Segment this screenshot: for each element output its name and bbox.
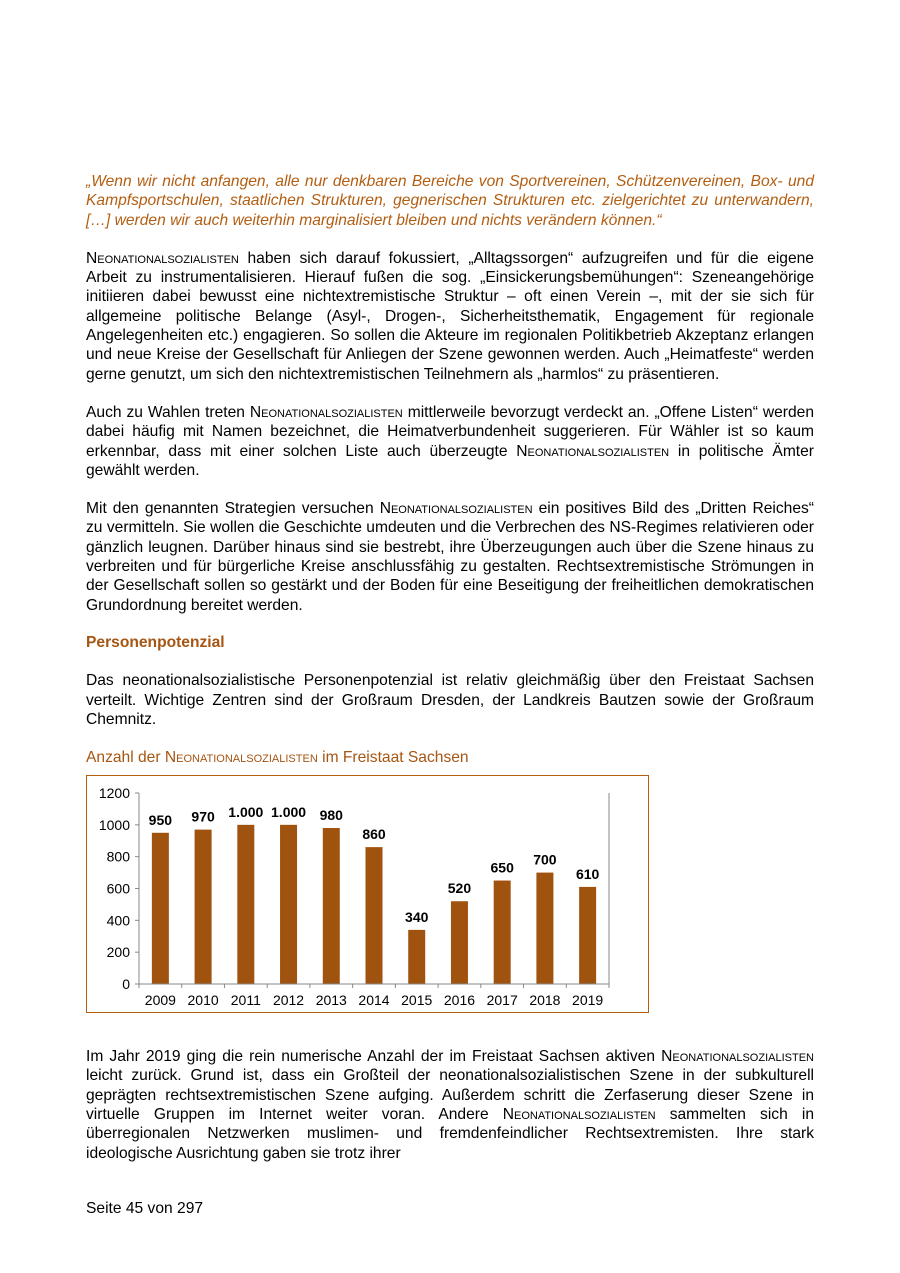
x-tick-label: 2019 [572, 992, 604, 1009]
paragraph-strategien [86, 499, 814, 615]
term-small-caps: Neonationalsozialisten [164, 749, 318, 767]
bar [152, 833, 169, 984]
x-tick-label: 2009 [144, 992, 176, 1009]
bar-chart-frame [86, 775, 649, 1013]
paragraph-text: in politische Ämter gewählt werden. [86, 442, 815, 479]
y-tick-label: 1000 [98, 816, 130, 833]
paragraph-2019 [86, 1047, 814, 1163]
bar [195, 830, 212, 984]
x-tick-label: 2013 [315, 992, 347, 1009]
paragraph-text: Mit den genannten Strategien versuchen [86, 500, 374, 518]
page-content [86, 172, 814, 1163]
bar [408, 930, 425, 984]
x-tick-label: 2010 [187, 992, 219, 1009]
y-tick-label: 400 [106, 912, 130, 929]
chart-title [86, 748, 814, 767]
data-label: 650 [490, 859, 514, 876]
quote-paragraph: „Wenn wir nicht anfangen, alle nur denkbaren Bereiche von Sportvereinen, Schützenvereinen, Box- und Kampfsportschulen, staatlichen Strukturen, gegnerischen Strukturen etc. zielgerichtet zu unterwandern, […] werden wir auch weiterhin marginalisiert bleiben und nichts verändern können.“ [86, 173, 814, 229]
bar [280, 825, 297, 984]
x-tick-label: 2016 [443, 992, 476, 1009]
data-label: 860 [362, 826, 386, 843]
paragraph-text: ein positives Bild des „Dritten Reiches“ zu vermitteln. Sie wollen die Geschichte umdeuten und die Verbrechen des NS-Regimes relativieren oder gänzlich leugnen. Darüber hinaus sind sie bestrebt, ihre Überzeugungen auch über die Szene hinaus zu verbreiten und für bürgerliche Kreise anschlussfähig zu gestalten. Rechtsextremistische Strömungen in der Gesellschaft sollen so gestärkt und der Boden für eine Beseitigung der freiheitlichen demokratischen Grundordnung bereitet werden. [86, 500, 814, 614]
data-label: 520 [447, 880, 472, 897]
term-small-caps: Neonationalsozialisten [86, 249, 239, 267]
term-small-caps: Neonationalsozialisten [516, 442, 670, 460]
y-tick-label: 600 [106, 880, 130, 897]
paragraph-wahlen [86, 403, 814, 480]
chart-title-text: Anzahl der [86, 749, 161, 767]
term-small-caps: Neonationalsozialisten [502, 1106, 656, 1124]
x-tick-label: 2012 [272, 992, 305, 1009]
bar [536, 873, 553, 984]
paragraph-text: mittlerweile bevorzugt verdeckt an. „Offene Listen“ werden dabei häufig mit Namen bezeichnet, die Heimatverbundenheit suggerieren. Für Wähler ist so kaum erkennbar, dass mit einer solchen Liste auch überzeugte [86, 403, 814, 460]
bar [366, 847, 383, 984]
data-label: 610 [575, 866, 600, 883]
x-tick-label: 2014 [358, 992, 390, 1009]
data-label: 980 [319, 807, 343, 824]
bar [494, 881, 511, 984]
term-small-caps: Neonationalsozialisten [379, 500, 533, 518]
chart-title-text: im Freistaat Sachsen [322, 749, 469, 767]
x-tick-label: 2011 [230, 992, 261, 1009]
data-label: 1.000 [228, 803, 264, 820]
term-small-caps: Neonationalsozialisten [249, 403, 403, 421]
data-label: 950 [148, 811, 173, 828]
x-tick-label: 2018 [529, 992, 561, 1009]
paragraph-text: Im Jahr 2019 ging die rein numerische Anzahl der im Freistaat Sachsen aktiven [86, 1048, 656, 1066]
paragraph-text: haben sich darauf fokussiert, „Alltagssorgen“ aufzugreifen und für die eigene Arbeit zu instrumentalisieren. Hierauf fußen die sog. „Einsickerungsbemühungen“: Szeneangehörige initiieren dabei bewusst eine nichtextremistische Struktur – oft einen Verein –, mit der sie sich für allgemeine politische Belange (Asyl-, Drogen-, Sicherheitsthematik, Engagement für regionale Angelegenheiten etc.) engagieren. So sollen die Akteure im regionalen Politikbetrieb Akzeptanz erlangen und neue Kreise der Gesellschaft für Anliegen der Szene gewonnen werden. Auch „Heimatfeste“ werden gerne genutzt, um sich den nichtextremistischen Teilnehmern als „harmlos“ zu präsentieren. [86, 249, 814, 383]
bar-chart [87, 776, 647, 1011]
bar [451, 901, 468, 984]
paragraph-alltagssorgen [86, 249, 814, 384]
paragraph-text: leicht zurück. Grund ist, dass ein Großteil der neonationalsozialistischen Szene in der subkulturell geprägten rechtsextremistischen Szene aufging. Außerdem schritt die Zerfaserung dieser Szene in virtuelle Gruppen im Internet weiter voran. Andere [86, 1067, 814, 1124]
bar [579, 887, 596, 984]
data-label: 700 [533, 851, 557, 868]
y-tick-label: 0 [122, 976, 130, 993]
section-heading: Personenpotenzial [86, 633, 225, 651]
paragraph-text: sammelten sich in überregionalen Netzwerken muslimen- und fremdenfeindlicher Rechtsextremisten. Ihre stark ideologische Ausrichtung gaben sie trotz ihrer [86, 1106, 814, 1162]
term-small-caps: Neonationalsozialisten [661, 1048, 814, 1066]
data-label: 340 [405, 909, 429, 926]
x-tick-label: 2017 [486, 992, 518, 1009]
page-footer: Seite 45 von 297 [86, 1200, 204, 1217]
x-tick-label: 2015 [401, 992, 433, 1009]
paragraph-personenpotenzial: Das neonationalsozialistische Personenpotenzial ist relativ gleichmäßig über den Freistaat Sachsen verteilt. Wichtige Zentren sind der Großraum Dresden, der Landkreis Bautzen sowie der Großraum Chemnitz. [86, 672, 814, 728]
y-tick-label: 200 [106, 944, 130, 961]
paragraph-text: Auch zu Wahlen treten [86, 403, 245, 421]
y-tick-label: 800 [106, 848, 130, 865]
y-tick-label: 1200 [98, 785, 130, 802]
bar [323, 828, 340, 984]
bar [237, 825, 254, 984]
data-label: 970 [191, 808, 215, 825]
data-label: 1.000 [271, 803, 307, 820]
